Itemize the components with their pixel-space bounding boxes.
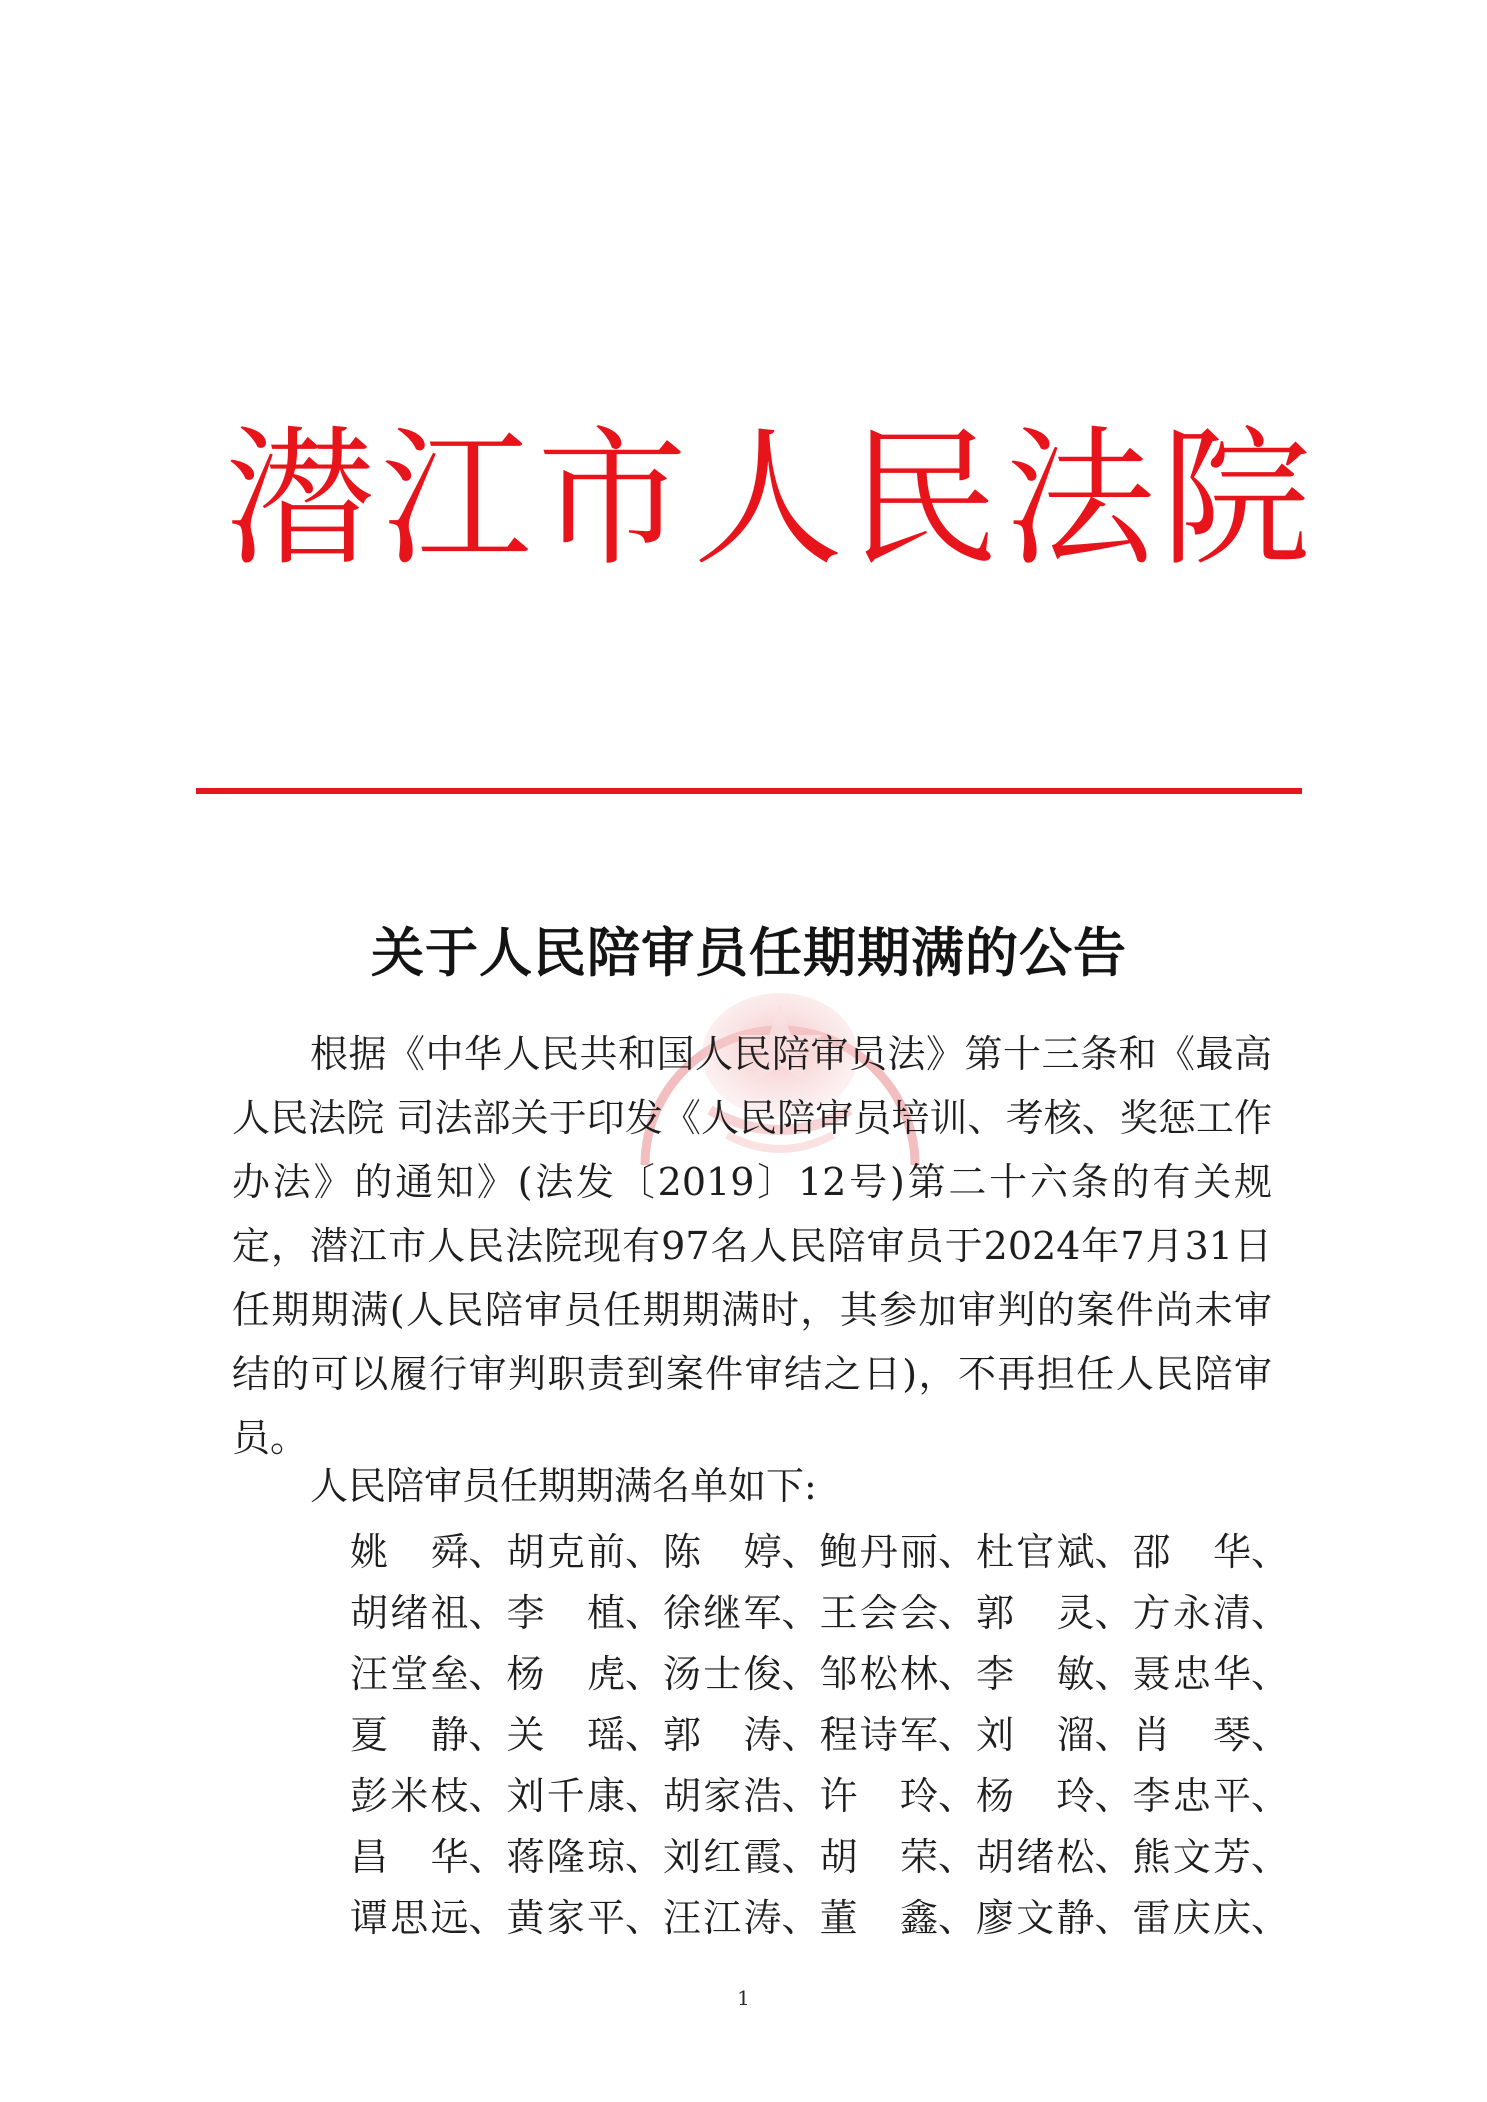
- juror-name-text: 杨 虎: [506, 1652, 625, 1696]
- name-separator: 、: [468, 1774, 507, 1818]
- name-separator: 、: [1251, 1835, 1290, 1879]
- name-separator: 、: [468, 1591, 507, 1635]
- name-row: [350, 1701, 1290, 1762]
- juror-name-text: 邹 松 林: [819, 1652, 938, 1696]
- juror-name-text: 昌 华: [350, 1835, 469, 1879]
- name-row: [350, 1884, 1290, 1945]
- name-separator: 、: [1094, 1530, 1133, 1574]
- notice-title: 关于人民陪审员任期期满的公告: [371, 922, 1127, 984]
- name-separator: 、: [468, 1530, 507, 1574]
- juror-name-text: 关 瑶: [506, 1713, 625, 1757]
- juror-name-text: 胡 克 前: [506, 1530, 625, 1574]
- name-separator: 、: [1251, 1713, 1290, 1757]
- juror-name-text: 程 诗 军: [819, 1713, 938, 1757]
- name-separator: 、: [938, 1530, 977, 1574]
- juror-name-text: 刘 溜: [976, 1713, 1095, 1757]
- page-number: 1: [737, 1986, 750, 2010]
- juror-name: [507, 1704, 664, 1759]
- juror-name-text: 刘 红 霞: [663, 1835, 782, 1879]
- juror-name: [976, 1765, 1133, 1820]
- juror-name-text: 刘 千 康: [506, 1774, 625, 1818]
- name-row: [350, 1640, 1290, 1701]
- juror-name: [507, 1826, 664, 1881]
- name-row: [350, 1579, 1290, 1640]
- juror-name-text: 郭 灵: [976, 1591, 1095, 1635]
- juror-name-text: 杜 官 斌: [976, 1530, 1095, 1574]
- juror-name-text: 李 植: [506, 1591, 625, 1635]
- juror-name-text: 汤 士 俊: [663, 1652, 782, 1696]
- red-divider-line: [196, 788, 1302, 794]
- juror-name-text: 李 敏: [976, 1652, 1095, 1696]
- name-separator: 、: [938, 1591, 977, 1635]
- name-separator: 、: [1094, 1652, 1133, 1696]
- juror-name: [507, 1582, 664, 1637]
- juror-name-text: 杨 玲: [976, 1774, 1095, 1818]
- name-separator: 、: [1251, 1530, 1290, 1574]
- juror-name-text: 胡 绪 祖: [350, 1591, 469, 1635]
- juror-name-text: 蒋 隆 琼: [506, 1835, 625, 1879]
- name-separator: 、: [625, 1530, 664, 1574]
- juror-name: [820, 1704, 977, 1759]
- juror-name: [350, 1643, 507, 1698]
- name-separator: 、: [1094, 1774, 1133, 1818]
- juror-name: [663, 1521, 820, 1576]
- juror-name-list: [350, 1518, 1290, 1945]
- juror-name: [663, 1765, 820, 1820]
- juror-name: [976, 1826, 1133, 1881]
- juror-name: [350, 1582, 507, 1637]
- juror-name: [820, 1887, 977, 1942]
- body-paragraph: 根据《中华人民共和国人民陪审员法》第十三条和《最高人民法院 司法部关于印发《人民陪审员培训、考核、奖惩工作办法》的通知》(法发〔2019〕12号)第二十六条的有关规定，潜江市人民法院现有97名人民陪审员于2024年7月31日任期期满(人民陪审员任期期满时，其参加审判的案件尚未审结的可以履行审判职责到案件审结之日)，不再担任人民陪审员。: [232, 1032, 1272, 1460]
- name-separator: 、: [938, 1835, 977, 1879]
- juror-name-text: 夏 静: [350, 1713, 469, 1757]
- juror-name: [976, 1704, 1133, 1759]
- name-separator: 、: [468, 1835, 507, 1879]
- juror-name: [1133, 1521, 1290, 1576]
- juror-name: [976, 1643, 1133, 1698]
- name-separator: 、: [625, 1835, 664, 1879]
- juror-name: [663, 1826, 820, 1881]
- juror-name-text: 郭 涛: [663, 1713, 782, 1757]
- juror-name: [350, 1826, 507, 1881]
- name-separator: 、: [781, 1774, 820, 1818]
- juror-name: [1133, 1582, 1290, 1637]
- juror-name-text: 熊 文 芳: [1132, 1835, 1251, 1879]
- juror-name-text: 廖 文 静: [976, 1896, 1095, 1940]
- juror-name: [1133, 1704, 1290, 1759]
- juror-name: [820, 1582, 977, 1637]
- juror-name: [507, 1521, 664, 1576]
- juror-name: [507, 1887, 664, 1942]
- juror-name: [976, 1521, 1133, 1576]
- juror-name-text: 胡 荣: [819, 1835, 938, 1879]
- juror-name: [1133, 1643, 1290, 1698]
- juror-name-text: 胡 绪 松: [976, 1835, 1095, 1879]
- name-separator: 、: [781, 1835, 820, 1879]
- juror-name-text: 谭 思 远: [350, 1896, 469, 1940]
- juror-name: [820, 1521, 977, 1576]
- juror-name: [663, 1887, 820, 1942]
- name-row: [350, 1762, 1290, 1823]
- juror-name-text: 徐 继 军: [663, 1591, 782, 1635]
- juror-name-text: 肖 琴: [1132, 1713, 1251, 1757]
- name-separator: 、: [1094, 1591, 1133, 1635]
- juror-name-text: 许 玲: [819, 1774, 938, 1818]
- juror-name-text: 董 鑫: [819, 1896, 938, 1940]
- name-separator: 、: [938, 1713, 977, 1757]
- name-separator: 、: [468, 1652, 507, 1696]
- court-masthead: 潜江市人民法院: [225, 413, 1318, 587]
- name-separator: 、: [1251, 1652, 1290, 1696]
- name-separator: 、: [625, 1713, 664, 1757]
- notice-body: [232, 1022, 1272, 1470]
- name-separator: 、: [938, 1774, 977, 1818]
- name-separator: 、: [468, 1896, 507, 1940]
- juror-name: [663, 1643, 820, 1698]
- juror-name: [820, 1765, 977, 1820]
- juror-name: [663, 1704, 820, 1759]
- juror-name-text: 雷 庆 庆: [1132, 1896, 1251, 1940]
- name-separator: 、: [781, 1896, 820, 1940]
- juror-name-text: 王 会 会: [819, 1591, 938, 1635]
- juror-name: [1133, 1887, 1290, 1942]
- name-separator: 、: [781, 1530, 820, 1574]
- name-separator: 、: [938, 1896, 977, 1940]
- juror-name-text: 黄 家 平: [506, 1896, 625, 1940]
- juror-name-text: 彭 米 枝: [350, 1774, 469, 1818]
- juror-name: [507, 1765, 664, 1820]
- name-separator: 、: [1094, 1835, 1133, 1879]
- name-separator: 、: [468, 1713, 507, 1757]
- name-row: [350, 1518, 1290, 1579]
- name-separator: 、: [781, 1591, 820, 1635]
- juror-name-text: 李 忠 平: [1132, 1774, 1251, 1818]
- juror-name-text: 方 永 清: [1132, 1591, 1251, 1635]
- juror-name: [1133, 1826, 1290, 1881]
- juror-name-text: 聂 忠 华: [1132, 1652, 1251, 1696]
- juror-name: [350, 1765, 507, 1820]
- juror-name: [976, 1887, 1133, 1942]
- juror-name: [1133, 1765, 1290, 1820]
- name-separator: 、: [625, 1896, 664, 1940]
- juror-name: [976, 1582, 1133, 1637]
- name-separator: 、: [1094, 1713, 1133, 1757]
- juror-name-text: 胡 家 浩: [663, 1774, 782, 1818]
- name-separator: 、: [1251, 1591, 1290, 1635]
- juror-name-text: 汪 堂 垒: [350, 1652, 469, 1696]
- juror-name: [350, 1704, 507, 1759]
- juror-name-text: 邵 华: [1132, 1530, 1251, 1574]
- name-separator: 、: [1251, 1896, 1290, 1940]
- name-row: [350, 1823, 1290, 1884]
- juror-name-text: 汪 江 涛: [663, 1896, 782, 1940]
- juror-name: [820, 1643, 977, 1698]
- name-separator: 、: [1251, 1774, 1290, 1818]
- name-separator: 、: [781, 1652, 820, 1696]
- name-separator: 、: [1094, 1896, 1133, 1940]
- name-list-intro: 人民陪审员任期期满名单如下:: [310, 1464, 817, 1508]
- name-separator: 、: [625, 1591, 664, 1635]
- name-separator: 、: [938, 1652, 977, 1696]
- name-separator: 、: [781, 1713, 820, 1757]
- name-separator: 、: [625, 1652, 664, 1696]
- juror-name-text: 鲍 丹 丽: [819, 1530, 938, 1574]
- juror-name: [350, 1521, 507, 1576]
- juror-name: [507, 1643, 664, 1698]
- juror-name-text: 陈 婷: [663, 1530, 782, 1574]
- name-separator: 、: [625, 1774, 664, 1818]
- juror-name: [663, 1582, 820, 1637]
- juror-name-text: 姚 舜: [350, 1530, 469, 1574]
- juror-name: [350, 1887, 507, 1942]
- juror-name: [820, 1826, 977, 1881]
